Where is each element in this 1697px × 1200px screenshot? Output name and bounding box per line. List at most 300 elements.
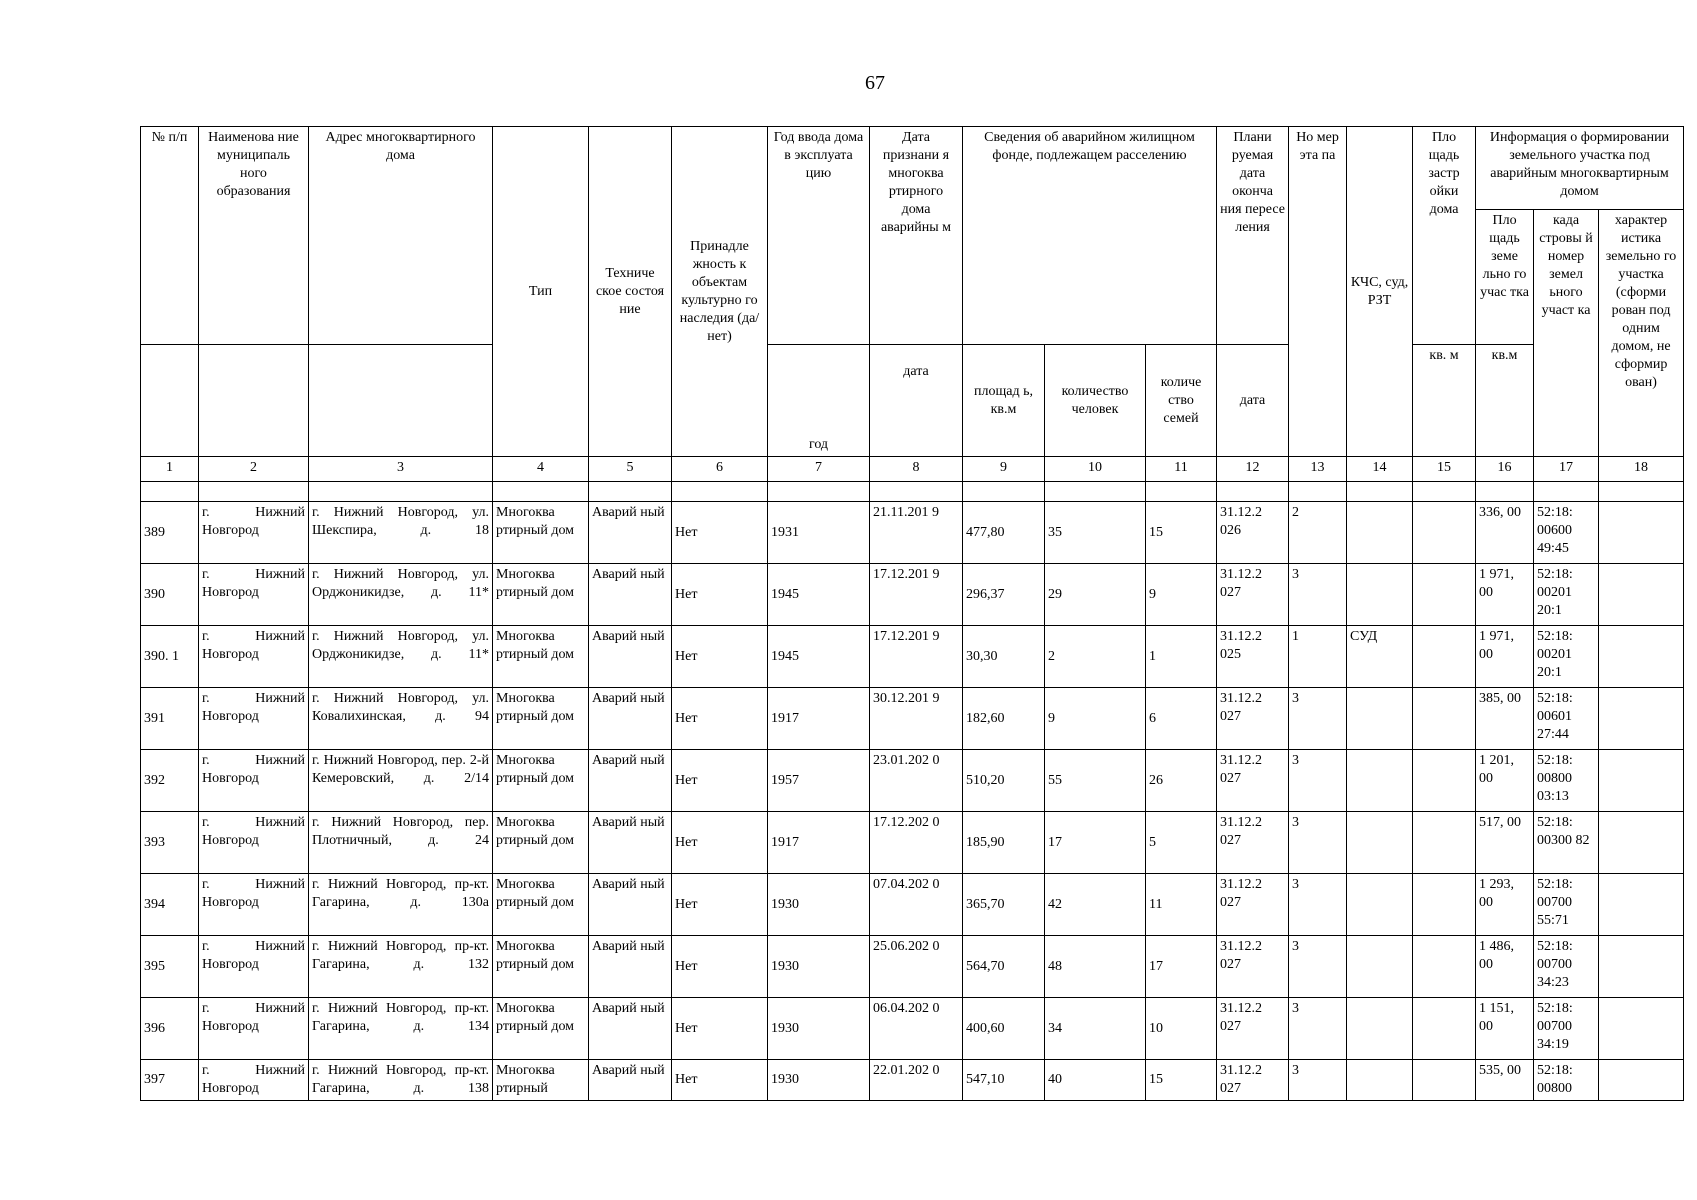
header-land-plot-info: Информация о формировании земельного участка под аварийным многоквартирным домом <box>1476 127 1684 210</box>
stage-cell-text: 3 <box>1292 815 1300 830</box>
heritage-cell <box>672 1060 768 1101</box>
address-cell-text: г. Нижний Новгород, ул. Шекспира, д. 18 <box>312 505 489 538</box>
header-sub-3 <box>309 345 493 457</box>
cadastral-number-cell-text: 52:18: 00800 <box>1537 1063 1573 1096</box>
year-cell-text: 1930 <box>771 958 799 974</box>
address-cell-text: г. Нижний Новгород, ул. Ковалихинская, д. 94 <box>312 691 489 724</box>
area-cell-text: 365,70 <box>966 896 1005 912</box>
state-cell <box>589 688 672 750</box>
year-cell-text: 1931 <box>771 524 799 540</box>
state-cell-text: Аварий ный <box>592 939 665 954</box>
building-area-cell <box>1413 502 1476 564</box>
header-sub-1 <box>141 345 199 457</box>
header-municipality: Наименова ние муниципаль ного образования <box>199 127 309 345</box>
state-cell <box>589 1060 672 1101</box>
address-cell <box>309 812 493 874</box>
land-area-cell-text: 535, 00 <box>1479 1063 1522 1078</box>
year-cell <box>768 688 870 750</box>
municipality-cell <box>199 998 309 1060</box>
column-number: 16 <box>1476 457 1534 482</box>
kchs-cell <box>1347 998 1413 1060</box>
families-cell <box>1146 1060 1217 1101</box>
header-sub-2 <box>199 345 309 457</box>
families-cell <box>1146 874 1217 936</box>
land-area-cell <box>1476 564 1534 626</box>
municipality-cell-text: г. Нижний Новгород <box>202 939 305 972</box>
stage-cell <box>1289 874 1347 936</box>
stage-cell <box>1289 998 1347 1060</box>
land-area-cell <box>1476 936 1534 998</box>
area-cell-text: 30,30 <box>966 648 998 664</box>
type-cell <box>493 626 589 688</box>
people-cell <box>1045 998 1146 1060</box>
year-cell <box>768 626 870 688</box>
cadastral-number-cell-text: 52:18: 00201 20:1 <box>1537 629 1573 680</box>
municipality-cell-text: г. Нижний Новгород <box>202 877 305 910</box>
cadastral-number-cell-text: 52:18: 00600 49:45 <box>1537 505 1573 556</box>
column-number: 1 <box>141 457 199 482</box>
address-cell-text: г. Нижний Новгород, ул. Орджоникидзе, д. 11* <box>312 567 489 600</box>
state-cell-text: Аварий ный <box>592 753 665 768</box>
stage-cell <box>1289 936 1347 998</box>
municipality-cell <box>199 750 309 812</box>
row-number <box>141 502 199 564</box>
planned-date-cell-text: 31.12.2 027 <box>1220 691 1263 724</box>
kchs-cell <box>1347 812 1413 874</box>
header-commission-year: Год ввода дома в эксплуата цию <box>768 127 870 345</box>
header-kchs: КЧС, суд, РЗТ <box>1347 127 1413 457</box>
municipality-cell <box>199 1060 309 1101</box>
building-area-cell <box>1413 936 1476 998</box>
land-area-cell-text: 385, 00 <box>1479 691 1522 706</box>
municipality-cell <box>199 688 309 750</box>
address-cell <box>309 502 493 564</box>
page-number: 67 <box>865 72 885 94</box>
table-row <box>141 812 1684 874</box>
header-unit-year: год <box>768 345 870 457</box>
cadastral-number-cell <box>1534 1060 1599 1101</box>
header-heritage: Принадле жность к объектам культурно го наследия (да/нет) <box>672 127 768 457</box>
address-cell-text: г. Нижний Новгород, пер. Плотничный, д. 24 <box>312 815 489 848</box>
cadastral-number-cell-text: 52:18: 00800 03:13 <box>1537 753 1573 804</box>
land-area-cell-text: 1 971, 00 <box>1479 567 1515 600</box>
area-cell-text: 182,60 <box>966 710 1005 726</box>
kchs-cell <box>1347 564 1413 626</box>
header-unit-families: количе ство семей <box>1146 345 1217 457</box>
recognition-date-cell <box>870 1060 963 1101</box>
year-cell <box>768 750 870 812</box>
recognition-date-cell-text: 06.04.202 0 <box>873 1001 940 1016</box>
recognition-date-cell-text: 21.11.201 9 <box>873 505 939 520</box>
people-cell <box>1045 750 1146 812</box>
column-number: 3 <box>309 457 493 482</box>
planned-date-cell <box>1217 812 1289 874</box>
planned-date-cell <box>1217 626 1289 688</box>
table-row <box>141 998 1684 1060</box>
land-characteristic-cell <box>1599 812 1684 874</box>
column-number: 8 <box>870 457 963 482</box>
area-cell <box>963 626 1045 688</box>
cadastral-number-cell <box>1534 750 1599 812</box>
land-area-cell <box>1476 750 1534 812</box>
planned-date-cell <box>1217 1060 1289 1101</box>
row-number <box>141 812 199 874</box>
families-cell-text: 10 <box>1149 1020 1163 1036</box>
land-characteristic-cell <box>1599 688 1684 750</box>
land-characteristic-cell <box>1599 1060 1684 1101</box>
planned-date-cell-text: 31.12.2 027 <box>1220 1063 1263 1096</box>
state-cell <box>589 998 672 1060</box>
people-cell-text: 29 <box>1048 586 1062 602</box>
recognition-date-cell-text: 17.12.201 9 <box>873 567 940 582</box>
type-cell-text: Многоква ртирный дом <box>496 1001 575 1034</box>
cadastral-number-cell <box>1534 688 1599 750</box>
land-area-cell <box>1476 998 1534 1060</box>
recognition-date-cell-text: 17.12.202 0 <box>873 815 940 830</box>
address-cell <box>309 874 493 936</box>
stage-cell <box>1289 564 1347 626</box>
header-stage-number: Но мер эта па <box>1289 127 1347 457</box>
municipality-cell-text: г. Нижний Новгород <box>202 815 305 848</box>
families-cell <box>1146 688 1217 750</box>
stage-cell-text: 3 <box>1292 753 1300 768</box>
header-unit-date: дата <box>870 345 963 457</box>
type-cell-text: Многоква ртирный дом <box>496 567 575 600</box>
area-cell-text: 510,20 <box>966 772 1005 788</box>
row-number-text: 391 <box>144 710 165 726</box>
header-land-area: Пло щадь земе льно го учас тка <box>1476 210 1534 345</box>
land-area-cell <box>1476 874 1534 936</box>
row-number-text: 390. 1 <box>144 648 179 664</box>
recognition-date-cell <box>870 874 963 936</box>
area-cell-text: 477,80 <box>966 524 1005 540</box>
year-cell-text: 1957 <box>771 772 799 788</box>
area-cell <box>963 750 1045 812</box>
header-emergency-fund: Сведения об аварийном жилищном фонде, подлежащем расселению <box>963 127 1217 345</box>
address-cell-text: г. Нижний Новгород, пр-кт. Гагарина, д. 138 <box>312 1063 489 1096</box>
recognition-date-cell <box>870 936 963 998</box>
spacer-row <box>141 482 1684 502</box>
municipality-cell-text: г. Нижний Новгород <box>202 691 305 724</box>
year-cell-text: 1930 <box>771 896 799 912</box>
people-cell-text: 48 <box>1048 958 1062 974</box>
state-cell <box>589 812 672 874</box>
table-row <box>141 688 1684 750</box>
column-number: 11 <box>1146 457 1217 482</box>
heritage-cell-text: Нет <box>675 524 698 540</box>
planned-date-cell <box>1217 874 1289 936</box>
cadastral-number-cell <box>1534 626 1599 688</box>
type-cell <box>493 564 589 626</box>
recognition-date-cell-text: 07.04.202 0 <box>873 877 940 892</box>
families-cell <box>1146 998 1217 1060</box>
row-number <box>141 874 199 936</box>
kchs-cell-text: СУД <box>1350 629 1378 644</box>
state-cell-text: Аварий ный <box>592 505 665 520</box>
state-cell-text: Аварий ный <box>592 567 665 582</box>
area-cell <box>963 874 1045 936</box>
year-cell-text: 1945 <box>771 648 799 664</box>
kchs-cell <box>1347 688 1413 750</box>
state-cell-text: Аварий ный <box>592 629 665 644</box>
people-cell-text: 34 <box>1048 1020 1062 1036</box>
families-cell-text: 1 <box>1149 648 1156 664</box>
cadastral-number-cell <box>1534 812 1599 874</box>
land-characteristic-cell <box>1599 626 1684 688</box>
column-number: 12 <box>1217 457 1289 482</box>
state-cell <box>589 564 672 626</box>
header-technical-state: Техниче ское состоя ние <box>589 127 672 457</box>
planned-date-cell <box>1217 936 1289 998</box>
row-number-text: 390 <box>144 586 165 602</box>
heritage-cell-text: Нет <box>675 710 698 726</box>
land-area-cell-text: 1 971, 00 <box>1479 629 1515 662</box>
families-cell <box>1146 750 1217 812</box>
state-cell-text: Аварий ный <box>592 1063 665 1078</box>
row-number-text: 393 <box>144 834 165 850</box>
heritage-cell <box>672 750 768 812</box>
land-area-cell <box>1476 688 1534 750</box>
emergency-housing-table <box>140 126 1684 1101</box>
type-cell <box>493 874 589 936</box>
kchs-cell <box>1347 874 1413 936</box>
type-cell <box>493 502 589 564</box>
header-planned-date: Плани руемая дата оконча ния пересе ления <box>1217 127 1289 345</box>
row-number <box>141 1060 199 1101</box>
cadastral-number-cell-text: 52:18: 00601 27:44 <box>1537 691 1573 742</box>
table-row <box>141 936 1684 998</box>
address-cell <box>309 688 493 750</box>
type-cell <box>493 998 589 1060</box>
families-cell <box>1146 564 1217 626</box>
people-cell-text: 40 <box>1048 1072 1062 1087</box>
type-cell-text: Многоква ртирный дом <box>496 505 575 538</box>
header-building-area: Пло щадь застр ойки дома <box>1413 127 1476 345</box>
address-cell-text: г. Нижний Новгород, ул. Орджоникидзе, д. 11* <box>312 629 489 662</box>
column-number: 2 <box>199 457 309 482</box>
building-area-cell <box>1413 1060 1476 1101</box>
column-number: 4 <box>493 457 589 482</box>
families-cell <box>1146 812 1217 874</box>
header-unit-plan-date: дата <box>1217 345 1289 457</box>
building-area-cell <box>1413 998 1476 1060</box>
year-cell <box>768 502 870 564</box>
recognition-date-cell <box>870 688 963 750</box>
families-cell-text: 9 <box>1149 586 1156 602</box>
type-cell <box>493 812 589 874</box>
cadastral-number-cell <box>1534 874 1599 936</box>
column-number: 7 <box>768 457 870 482</box>
year-cell-text: 1930 <box>771 1020 799 1036</box>
heritage-cell-text: Нет <box>675 896 698 912</box>
stage-cell-text: 2 <box>1292 505 1300 520</box>
address-cell <box>309 1060 493 1101</box>
stage-cell <box>1289 688 1347 750</box>
area-cell <box>963 936 1045 998</box>
state-cell <box>589 874 672 936</box>
recognition-date-cell <box>870 812 963 874</box>
area-cell <box>963 812 1045 874</box>
stage-cell-text: 3 <box>1292 1063 1300 1078</box>
table-row <box>141 502 1684 564</box>
municipality-cell-text: г. Нижний Новгород <box>202 753 305 786</box>
header-no: № п/п <box>141 127 199 345</box>
planned-date-cell-text: 31.12.2 025 <box>1220 629 1263 662</box>
planned-date-cell <box>1217 688 1289 750</box>
row-number-text: 395 <box>144 958 165 974</box>
land-area-cell-text: 1 486, 00 <box>1479 939 1515 972</box>
families-cell-text: 5 <box>1149 834 1156 850</box>
row-number-text: 394 <box>144 896 165 912</box>
families-cell-text: 17 <box>1149 958 1163 974</box>
people-cell-text: 35 <box>1048 524 1062 540</box>
planned-date-cell <box>1217 502 1289 564</box>
stage-cell-text: 3 <box>1292 567 1300 582</box>
municipality-cell <box>199 874 309 936</box>
type-cell-text: Многоква ртирный дом <box>496 815 575 848</box>
header-unit-land-sqm: кв.м <box>1476 345 1534 457</box>
heritage-cell <box>672 564 768 626</box>
year-cell <box>768 1060 870 1101</box>
column-number: 5 <box>589 457 672 482</box>
cadastral-number-cell-text: 52:18: 00700 55:71 <box>1537 877 1573 928</box>
kchs-cell <box>1347 502 1413 564</box>
header-cadastral-number: када стровы й номер земел ьного участ ка <box>1534 210 1599 457</box>
header-land-characteristic: характер истика земельно го участка (сформи рован под одним домом, не сформир ован) <box>1599 210 1684 457</box>
table-row <box>141 750 1684 812</box>
area-cell <box>963 1060 1045 1101</box>
row-number <box>141 564 199 626</box>
municipality-cell-text: г. Нижний Новгород <box>202 1063 305 1096</box>
recognition-date-cell-text: 30.12.201 9 <box>873 691 940 706</box>
kchs-cell <box>1347 750 1413 812</box>
heritage-cell-text: Нет <box>675 648 698 664</box>
cadastral-number-cell-text: 52:18: 00700 34:23 <box>1537 939 1573 990</box>
planned-date-cell-text: 31.12.2 026 <box>1220 505 1263 538</box>
recognition-date-cell <box>870 502 963 564</box>
cadastral-number-cell <box>1534 998 1599 1060</box>
state-cell <box>589 750 672 812</box>
municipality-cell <box>199 626 309 688</box>
address-cell <box>309 750 493 812</box>
column-number: 6 <box>672 457 768 482</box>
stage-cell-text: 3 <box>1292 691 1300 706</box>
building-area-cell <box>1413 688 1476 750</box>
header-unit-sqm: кв. м <box>1413 345 1476 457</box>
row-number-text: 392 <box>144 772 165 788</box>
type-cell-text: Многоква ртирный дом <box>496 877 575 910</box>
land-characteristic-cell <box>1599 750 1684 812</box>
families-cell-text: 15 <box>1149 1072 1163 1087</box>
row-number <box>141 626 199 688</box>
area-cell <box>963 564 1045 626</box>
type-cell-text: Многоква ртирный дом <box>496 939 575 972</box>
state-cell-text: Аварий ный <box>592 815 665 830</box>
stage-cell-text: 1 <box>1292 629 1300 644</box>
stage-cell-text: 3 <box>1292 939 1300 954</box>
state-cell-text: Аварий ный <box>592 877 665 892</box>
column-number: 14 <box>1347 457 1413 482</box>
area-cell-text: 400,60 <box>966 1020 1005 1036</box>
people-cell-text: 17 <box>1048 834 1062 850</box>
planned-date-cell-text: 31.12.2 027 <box>1220 939 1263 972</box>
column-number: 17 <box>1534 457 1599 482</box>
people-cell <box>1045 874 1146 936</box>
kchs-cell <box>1347 936 1413 998</box>
table-row <box>141 874 1684 936</box>
state-cell <box>589 502 672 564</box>
heritage-cell <box>672 502 768 564</box>
table-row <box>141 626 1684 688</box>
land-area-cell <box>1476 626 1534 688</box>
type-cell-text: Многоква ртирный дом <box>496 691 575 724</box>
type-cell <box>493 936 589 998</box>
table-header <box>141 127 1684 457</box>
header-address: Адрес многоквартирного дома <box>309 127 493 345</box>
year-cell <box>768 998 870 1060</box>
land-characteristic-cell <box>1599 564 1684 626</box>
planned-date-cell-text: 31.12.2 027 <box>1220 1001 1263 1034</box>
data-rows <box>141 502 1684 1101</box>
heritage-cell <box>672 688 768 750</box>
building-area-cell <box>1413 812 1476 874</box>
table-row <box>141 1060 1684 1101</box>
state-cell <box>589 936 672 998</box>
area-cell <box>963 502 1045 564</box>
planned-date-cell-text: 31.12.2 027 <box>1220 567 1263 600</box>
heritage-cell <box>672 626 768 688</box>
year-cell <box>768 564 870 626</box>
type-cell <box>493 1060 589 1101</box>
planned-date-cell-text: 31.12.2 027 <box>1220 877 1263 910</box>
type-cell <box>493 688 589 750</box>
column-numbers-row <box>141 457 1684 482</box>
families-cell-text: 11 <box>1149 896 1163 912</box>
municipality-cell-text: г. Нижний Новгород <box>202 1001 305 1034</box>
planned-date-cell-text: 31.12.2 027 <box>1220 753 1263 786</box>
address-cell <box>309 936 493 998</box>
stage-cell <box>1289 626 1347 688</box>
area-cell-text: 564,70 <box>966 958 1005 974</box>
families-cell-text: 6 <box>1149 710 1156 726</box>
planned-date-cell <box>1217 750 1289 812</box>
cadastral-number-cell-text: 52:18: 00201 20:1 <box>1537 567 1573 618</box>
address-cell-text: г. Нижний Новгород, пр-кт. Гагарина, д. 134 <box>312 1001 489 1034</box>
year-cell-text: 1917 <box>771 834 799 850</box>
recognition-date-cell-text: 17.12.201 9 <box>873 629 940 644</box>
column-number: 13 <box>1289 457 1347 482</box>
recognition-date-cell-text: 22.01.202 0 <box>873 1063 940 1078</box>
people-cell <box>1045 812 1146 874</box>
heritage-cell <box>672 812 768 874</box>
year-cell <box>768 936 870 998</box>
land-area-cell-text: 1 201, 00 <box>1479 753 1515 786</box>
year-cell-text: 1945 <box>771 586 799 602</box>
column-number: 18 <box>1599 457 1684 482</box>
row-number <box>141 750 199 812</box>
state-cell-text: Аварий ный <box>592 1001 665 1016</box>
cadastral-number-cell <box>1534 502 1599 564</box>
area-cell-text: 547,10 <box>966 1072 1005 1087</box>
state-cell-text: Аварий ный <box>592 691 665 706</box>
state-cell <box>589 626 672 688</box>
row-number-text: 389 <box>144 524 165 540</box>
recognition-date-cell <box>870 626 963 688</box>
land-characteristic-cell <box>1599 874 1684 936</box>
stage-cell <box>1289 812 1347 874</box>
people-cell <box>1045 936 1146 998</box>
area-cell-text: 296,37 <box>966 586 1005 602</box>
